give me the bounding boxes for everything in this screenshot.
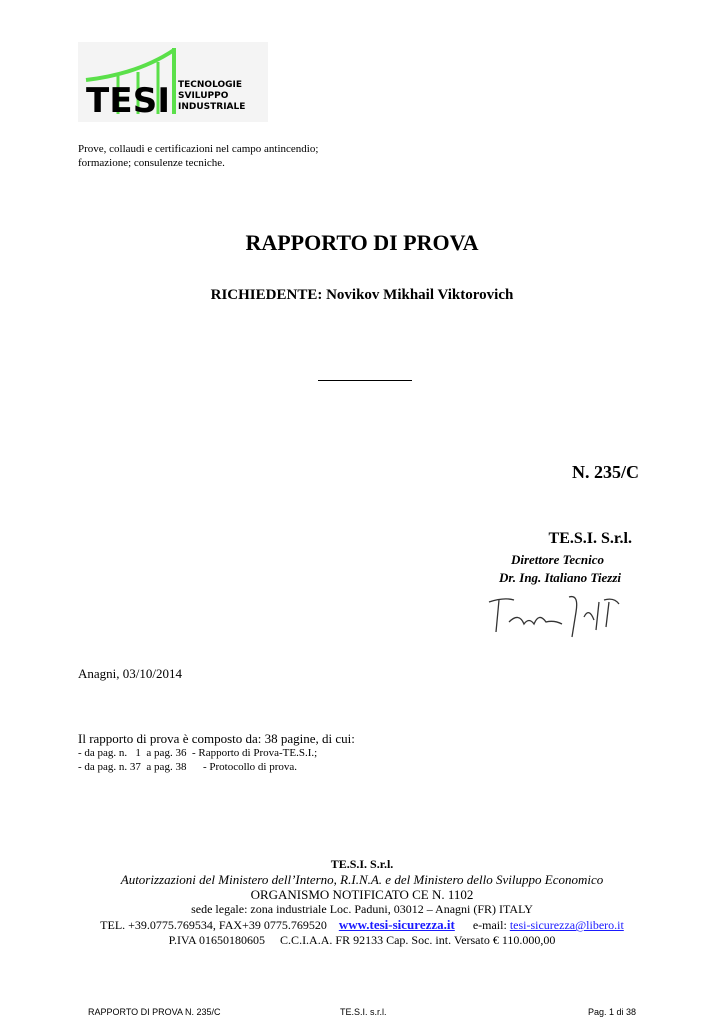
director-name: Dr. Ing. Italiano Tiezzi [499, 570, 621, 585]
footer-notified-body: ORGANISMO NOTIFICATO CE N. 1102 [250, 887, 474, 902]
director-role: Direttore Tecnico [510, 552, 604, 567]
composition-intro: Il rapporto di prova è composto da: 38 pagine, di cui: [78, 731, 355, 746]
composition-item: - da pag. n. 37 a pag. 38 - Protocollo di prova. [78, 761, 298, 773]
signature-image [484, 592, 624, 642]
svg-text:TESI: TESI [86, 81, 170, 121]
footer-contacts [0, 917, 724, 933]
svg-text:INDUSTRIALE: INDUSTRIALE [178, 102, 246, 112]
footer-authorizations: Autorizzazioni del Ministero dell’Interno, R.I.N.A. e del Ministero dello Sviluppo Economico [120, 872, 604, 887]
page-footer-center: TE.S.I. s.r.l. [340, 1007, 387, 1017]
document-title: RAPPORTO DI PROVA [245, 230, 479, 255]
email-link[interactable]: tesi-sicurezza@libero.it [509, 918, 624, 932]
company-footer [0, 857, 724, 948]
footer-address: sede legale: zona industriale Loc. Paduni, 03012 – Anagni (FR) ITALY [191, 902, 533, 916]
tagline-line: formazione; consulenze tecniche. [78, 157, 225, 169]
date: Anagni, 03/10/2014 [78, 666, 182, 681]
page-footer-left: RAPPORTO DI PROVA N. 235/C [88, 1007, 221, 1017]
website-link[interactable]: www.tesi-sicurezza.it [338, 917, 455, 932]
svg-text:SVILUPPO: SVILUPPO [178, 91, 229, 101]
divider [318, 380, 412, 381]
tesi-logo [78, 42, 268, 122]
svg-text:TECNOLOGIE: TECNOLOGIE [178, 80, 243, 90]
footer-vat: P.IVA 01650180605 C.C.I.A.A. FR 92133 Cap. Soc. int. Versato € 110.000,00 [168, 933, 556, 947]
tagline-line: Prove, collaudi e certificazioni nel campo antincendio; [78, 143, 319, 155]
email-label: e-mail: [472, 918, 507, 932]
footer-company: TE.S.I. S.r.l. [330, 857, 394, 871]
requester: RICHIEDENTE: Novikov Mikhail Viktorovich [210, 287, 514, 303]
company-name: TE.S.I. S.r.l. [548, 530, 632, 547]
page-number: Pag. 1 di 38 [587, 1007, 636, 1017]
tagline [78, 142, 318, 170]
footer-phone: TEL. +39.0775.769534, FAX+39 0775.769520 [100, 918, 327, 932]
composition [78, 732, 355, 774]
composition-item: - da pag. n. 1 a pag. 36 - Rapporto di Prova-TE.S.I.; [78, 747, 318, 759]
report-number: N. 235/C [572, 462, 639, 482]
